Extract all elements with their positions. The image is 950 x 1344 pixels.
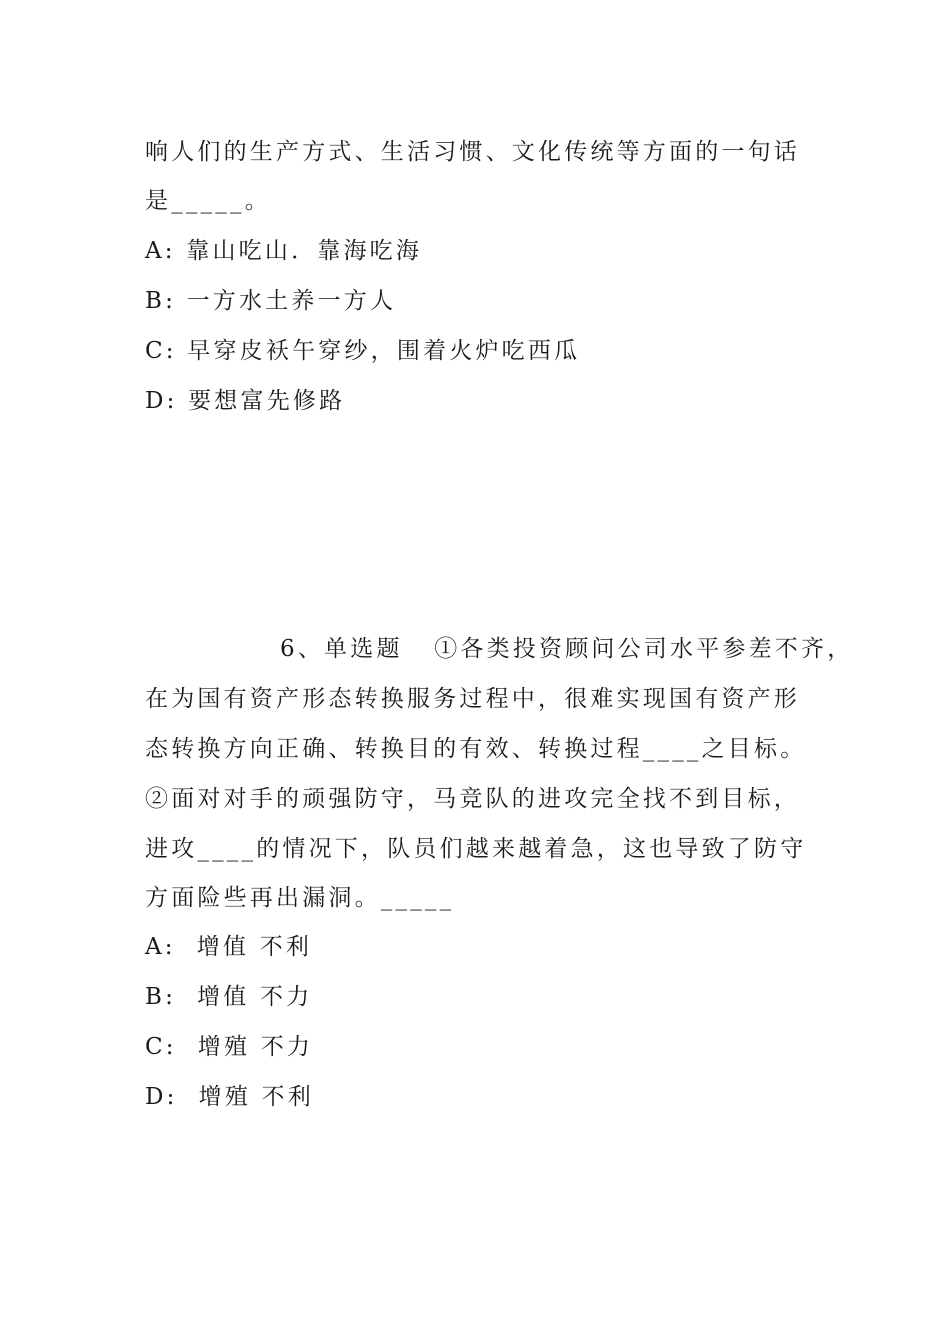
q6-option-c (145, 1032, 313, 1062)
q5-option-d (145, 386, 345, 416)
q5-option-a (145, 236, 422, 266)
q5-option-a-text: 靠山吃山．靠海吃海 (186, 238, 423, 264)
q6-option-b-text: 增值 不力 (197, 984, 313, 1010)
q5-option-b (145, 286, 396, 316)
q6-stem-line-5: 进攻____的情况下，队员们越来越着急，这也导致了防守 (145, 836, 807, 862)
q5-option-b-label: B: (145, 288, 177, 314)
q6-option-b (145, 982, 312, 1012)
q5-option-c (145, 336, 580, 366)
q6-number: 6、 (280, 636, 325, 662)
q6-option-b-label: B: (145, 984, 177, 1010)
q5-option-c-text: 早穿皮袄午穿纱，围着火炉吃西瓜 (187, 338, 581, 364)
q6-option-a-label: A: (145, 934, 176, 960)
q6-option-d-text: 增殖 不利 (198, 1084, 314, 1110)
q5-option-d-label: D: (145, 388, 178, 414)
q6-option-d (145, 1082, 314, 1112)
q6-stem-line-1: ①各类投资顾问公司水平参差不齐， (434, 636, 854, 662)
q6-stem-line-3: 态转换方向正确、转换目的有效、转换过程____之目标。 (145, 736, 807, 762)
q6-option-c-label: C: (145, 1034, 177, 1060)
q5-stem-line-2: 是_____。 (145, 188, 271, 214)
q5-option-d-text: 要想富先修路 (188, 388, 346, 414)
q6-stem-line-6: 方面险些再出漏洞。_____ (145, 885, 455, 911)
q6-option-c-text: 增殖 不力 (197, 1034, 314, 1060)
q5-option-a-label: A: (145, 238, 176, 264)
q5-option-b-text: 一方水土养一方人 (186, 288, 397, 314)
q6-stem-line-2: 在为国有资产形态转换服务过程中，很难实现国有资产形 (145, 686, 800, 712)
q5-option-c-label: C: (145, 338, 177, 364)
q5-stem-line-1: 响人们的生产方式、生活习惯、文化传统等方面的一句话 (145, 139, 800, 165)
q6-heading-line (280, 634, 853, 664)
q6-option-d-label: D: (145, 1084, 178, 1110)
q6-stem-line-4: ②面对对手的顽强防守，马竞队的进攻完全找不到目标， (145, 786, 800, 812)
q6-option-a (145, 932, 312, 962)
q6-type: 单选题 (324, 636, 403, 662)
q6-option-a-text: 增值 不利 (196, 934, 313, 960)
